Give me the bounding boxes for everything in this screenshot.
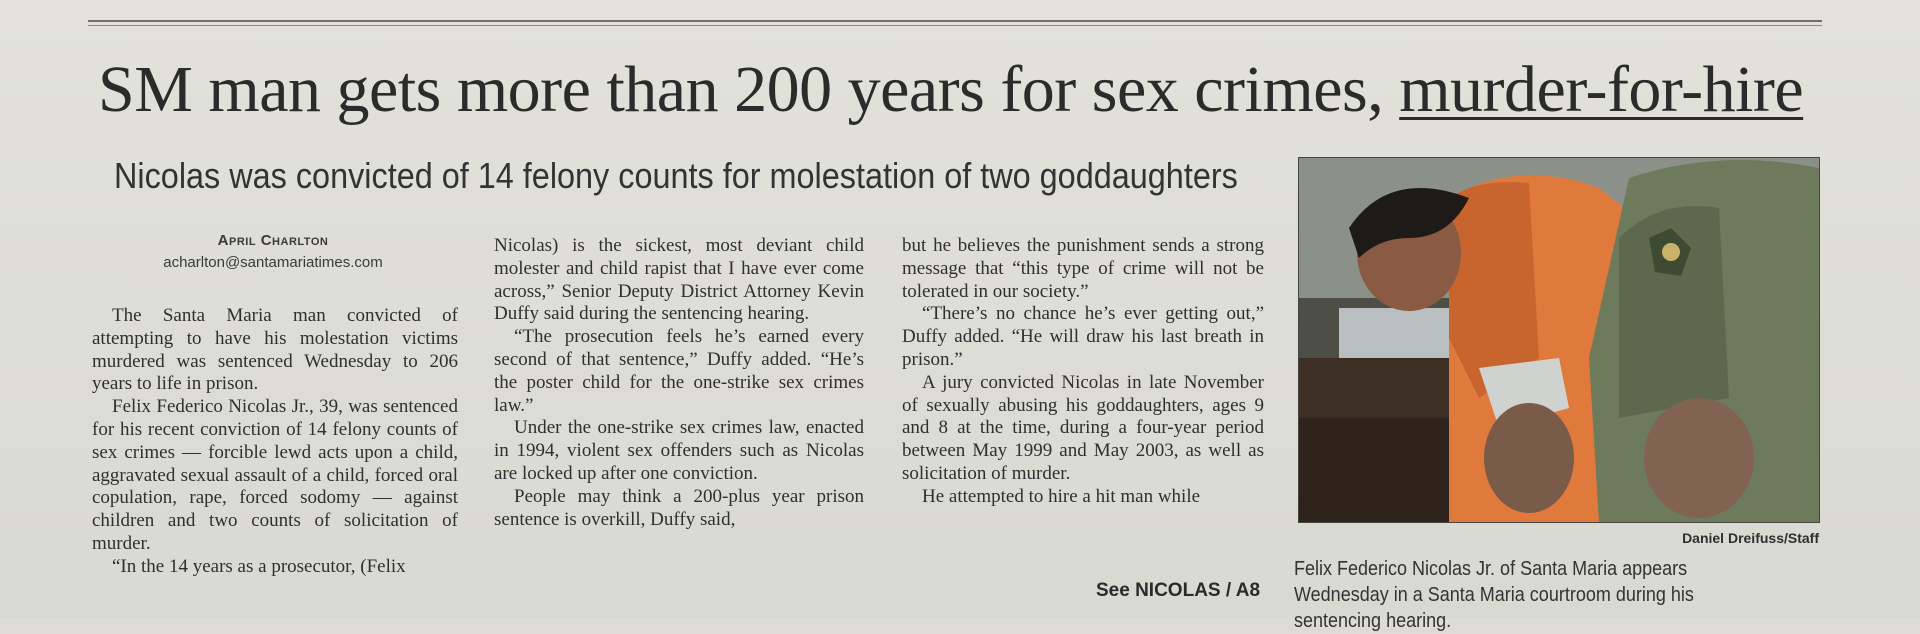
paragraph: “The prosecution feels he’s earned every second of that sentence,” Duffy added. “He’s the poster child for the one-strike sex crimes law.”	[494, 326, 864, 416]
byline-name: April Charlton	[217, 232, 329, 249]
courtroom-photo-illustration	[1299, 158, 1819, 522]
paragraph: Under the one-strike sex crimes law, enacted in 1994, violent sex offenders such as Nicolas are locked up after one conviction.	[494, 417, 864, 484]
article-column-3	[902, 235, 1264, 509]
paragraph: “There’s no chance he’s ever getting out,” Duffy added. “He will draw his last breath in prison.”	[902, 303, 1264, 370]
paragraph: Nicolas) is the sickest, most deviant child molester and child rapist that I have ever come across,” Senior Deputy District Attorney Kevin Duffy said during the sentencing hearing.	[494, 235, 864, 325]
paragraph: The Santa Maria man convicted of attempting to have his molestation victims murdered was sentenced Wednesday to 206 years to life in prison.	[92, 305, 458, 395]
paragraph: People may think a 200-plus year prison sentence is overkill, Duffy said,	[494, 485, 864, 530]
byline	[90, 232, 456, 271]
headline-main: SM man gets more than 200 years for sex crimes,	[98, 53, 1400, 126]
jump-line[interactable]: See NICOLAS / A8	[1096, 580, 1261, 601]
deck-subheadline: Nicolas was convicted of 14 felony counts for molestation of two goddaughters	[114, 155, 1238, 196]
byline-email: acharlton@santamariatimes.com	[163, 254, 383, 271]
article-column-1	[92, 305, 458, 579]
paragraph: “In the 14 years as a prosecutor, (Felix	[112, 555, 406, 577]
headline-underlined: murder-for-hire	[1399, 53, 1804, 126]
top-rule-thin	[88, 25, 1822, 26]
photo-credit: Daniel Dreifuss/Staff	[1682, 530, 1819, 546]
paragraph: but he believes the punishment sends a strong message that “this type of crime will not be tolerated in our society.”	[902, 235, 1264, 302]
paragraph: A jury convicted Nicolas in late November of sexually abusing his goddaughters, ages 9 and 8 at the time, during a four-year period between May 1999 and May 2003, as well as solicitation of murder.	[902, 371, 1264, 484]
paragraph: Felix Federico Nicolas Jr., 39, was sentenced for his recent conviction of 14 felony counts of sex crimes — forcible lewd acts upon a child, aggravated sexual assault of a child, forced oral copulation, rape, forced sodomy — against children and two counts of solicitation of murder.	[92, 396, 458, 554]
article-column-2	[494, 235, 864, 531]
top-rule	[88, 20, 1822, 22]
paragraph: He attempted to hire a hit man while	[922, 485, 1201, 507]
news-photo	[1298, 157, 1820, 523]
photo-caption: Felix Federico Nicolas Jr. of Santa Maria appears Wednesday in a Santa Maria courtroom during his sentencing hearing.	[1294, 558, 1694, 632]
headline	[98, 52, 1818, 128]
